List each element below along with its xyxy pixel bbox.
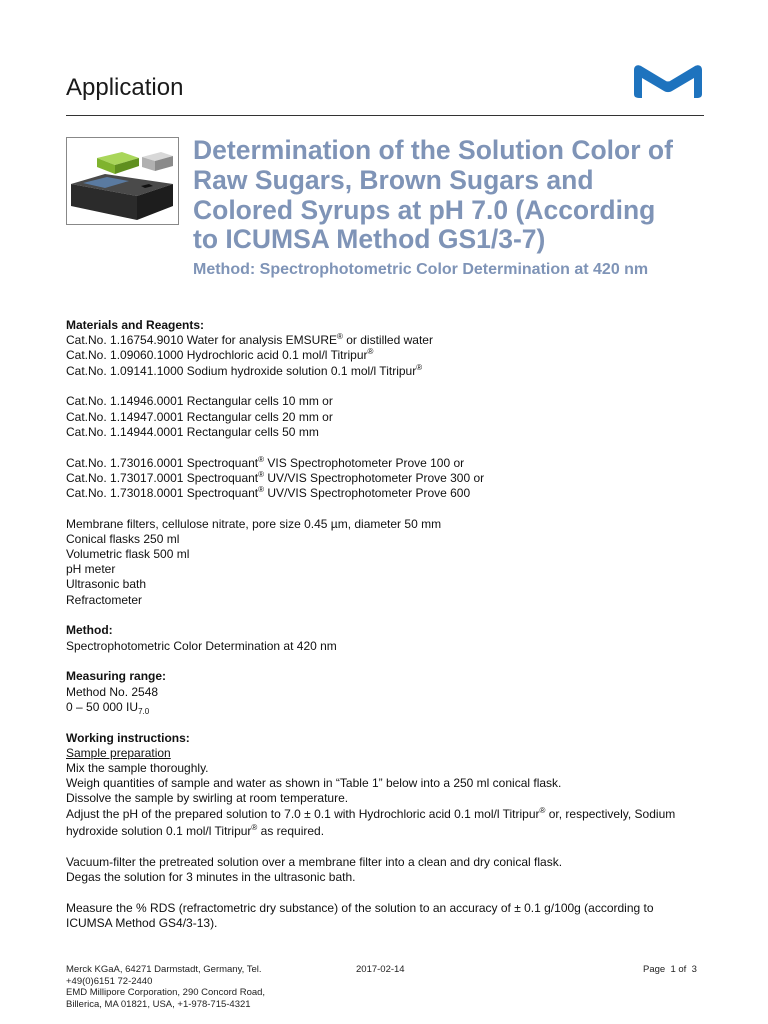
sample-preparation-subheading: Sample preparation	[66, 745, 171, 760]
working-instructions-heading: Working instructions:	[66, 730, 190, 745]
title-line: to ICUMSA Method GS1/3-7)	[193, 224, 546, 255]
cell-line: Cat.No. 1.14947.0001 Rectangular cells 20 mm or	[66, 409, 333, 424]
merck-logo-icon	[632, 64, 704, 98]
equipment-line: Conical flasks 250 ml	[66, 531, 180, 546]
reagent-line: Cat.No. 1.16754.9010 Water for analysis EMSURE® or distilled water	[66, 332, 433, 348]
measuring-range-value: 0 – 50 000 $IU_{7.0}$	[66, 699, 150, 716]
footer-line: Merck KGaA, 64271 Darmstadt, Germany, Tel.	[66, 964, 262, 975]
title-line: Raw Sugars, Brown Sugars and	[193, 164, 594, 195]
cell-line: Cat.No. 1.14946.0001 Rectangular cells 10 mm or	[66, 394, 333, 409]
footer-company-info	[66, 964, 296, 1010]
instruction-step: Mix the sample thoroughly.	[66, 760, 209, 775]
header-divider	[66, 115, 704, 116]
footer-date: 2017-02-14	[356, 964, 405, 975]
equipment-line: Volumetric flask 500 ml	[66, 547, 190, 562]
footer-line: +49(0)6151 72-2440	[66, 975, 153, 987]
instrument-line: Cat.No. 1.73018.0001 Spectroquant® UV/VIS Spectrophotometer Prove 600	[66, 484, 471, 500]
method-number: Method No. 2548	[66, 684, 159, 699]
title-line: Determination of the Solution Color of	[193, 135, 673, 165]
cell-line: Cat.No. 1.14944.0001 Rectangular cells 50 mm	[66, 424, 319, 439]
instruction-step: Adjust the pH of the prepared solution to 7.0 ± 0.1 with Hydrochloric acid 0.1 mol/l Titripur® or, respectively, Sodium	[66, 806, 676, 822]
equipment-line: Ultrasonic bath	[66, 577, 147, 592]
measuring-range-heading: Measuring range:	[66, 669, 167, 684]
reagent-line: Cat.No. 1.09060.1000 Hydrochloric acid 0.1 mol/l Titripur®	[66, 347, 374, 363]
materials-heading: Materials and Reagents:	[66, 318, 205, 332]
instrument-line: Cat.No. 1.73017.0001 Spectroquant® UV/VIS Spectrophotometer Prove 300 or	[66, 469, 485, 485]
document-subtitle: Method: Spectrophotometric Color Determination at 420 nm	[193, 261, 649, 278]
instruction-step: Degas the solution for 3 minutes in the ultrasonic bath.	[66, 870, 356, 884]
equipment-line: Refractometer	[66, 592, 143, 607]
footer-page-number: Page 1 of 3	[643, 964, 697, 975]
instrument-line: Cat.No. 1.73016.0001 Spectroquant® VIS Spectrophotometer Prove 100 or	[66, 454, 465, 470]
equipment-line: Membrane filters, cellulose nitrate, pore size 0.45 µm, diameter 50 mm	[66, 516, 442, 531]
instruction-step: Dissolve the sample by swirling at room temperature.	[66, 791, 349, 806]
equipment-line: pH meter	[66, 562, 116, 577]
instruction-step: Vacuum-filter the pretreated solution over a membrane filter into a clean and dry conical flask.	[66, 854, 563, 869]
title-line: Colored Syrups at pH 7.0 (According	[193, 194, 656, 225]
section-label: Application	[66, 74, 184, 101]
document-body	[66, 318, 726, 931]
instruction-step: Measure the % RDS (refractometric dry substance) of the solution to an accuracy of ± 0.1 g/100g (according to	[66, 900, 654, 915]
method-text: Spectrophotometric Color Determination at 420 nm	[66, 638, 337, 653]
instruction-step: Weigh quantities of sample and water as shown in “Table 1” below into a 250 ml conical flask.	[66, 776, 562, 791]
footer-line: Billerica, MA 01821, USA, +1-978-715-4321	[66, 998, 251, 1010]
reagent-line: Cat.No. 1.09141.1000 Sodium hydroxide solution 0.1 mol/l Titripur®	[66, 362, 423, 378]
document-title	[193, 136, 713, 255]
instruction-step: ICUMSA Method GS4/3-13).	[66, 915, 218, 930]
method-heading: Method:	[66, 623, 113, 638]
spectrophotometer-image	[66, 137, 179, 225]
instruction-step: hydroxide solution 0.1 mol/l Titripur® as required.	[66, 822, 325, 838]
footer-line: EMD Millipore Corporation, 290 Concord Road,	[66, 987, 266, 999]
